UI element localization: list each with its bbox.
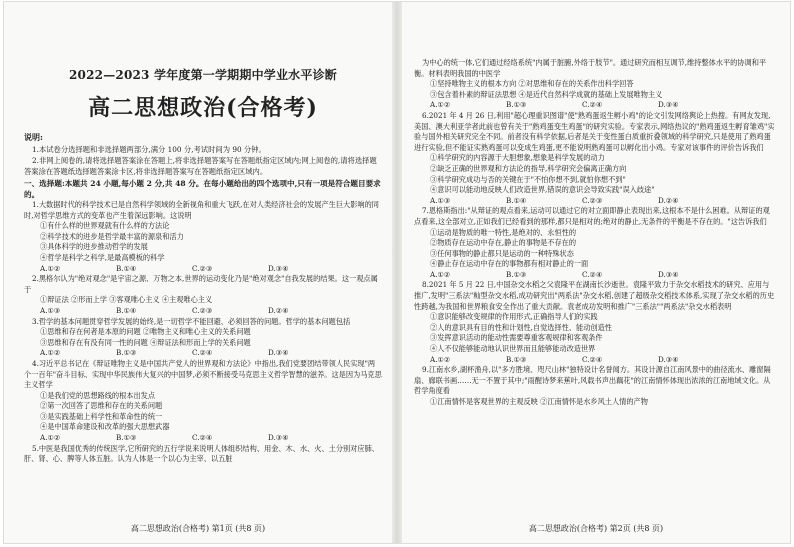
question-option: ③是实践基础上科学性和革命性的统一 <box>40 411 163 421</box>
answer-choice: D.③④ <box>658 100 679 110</box>
answer-choice: C.②④ <box>582 354 603 364</box>
question-stem: 3.哲学的基本问题贯穿哲学发展的始终,是一切哲学不能回避、必须回答的问题。哲学的基本问题包括 <box>32 316 351 326</box>
answer-choice: D.③④ <box>268 433 289 443</box>
question-option: ②第一次回答了思维和存在的关系问题 <box>40 401 163 411</box>
question-stem: 1.大数据时代的科学技术已是自然科学领域的全新视角和重大飞跃,在对人类经济社会的发展产生巨大影响的同时,对哲学思维方式的变革也产生着深远影响。这说明 <box>24 200 379 220</box>
question-option: ①是我们党的思想路线的根本出发点 <box>40 390 156 400</box>
exam-paper <box>4 2 790 543</box>
question-item <box>24 359 382 444</box>
question-item <box>24 274 382 316</box>
page-1-content <box>24 2 382 465</box>
question-stem: 8.2021 年 5 月 22 日,中国杂交水稻之父袁隆平在湖南长沙逝世。袁隆平致力于杂交水稻技术的研究、应用与推广,发明"三系法"籼型杂交水稻,成功研究出"两系法"杂交水稻,创建了超级杂交稻技术体系,实现了杂交水稻的历史性跨越,为我国和世界粮食安全作出了重大贡献。袁老成功发明和推广"三系法""两系法"杂交水稻表明 <box>414 280 775 311</box>
answer-choices <box>414 196 776 207</box>
answer-choice: A.①② <box>430 354 451 364</box>
answer-choice: D.③④ <box>658 354 679 364</box>
question-option: ③科学研究成功与否的关键在于"不怕你想不到,就怕你想不到" <box>430 174 626 184</box>
question-item <box>414 111 776 206</box>
question-item <box>414 280 776 365</box>
answer-choice: A.①② <box>40 433 61 443</box>
question-item <box>24 317 382 359</box>
question-list <box>414 58 776 408</box>
page-2 <box>402 2 790 543</box>
question-option: ①坚持唯物主义的根本方向 ②对思维和存在的关系作出科学回答 <box>430 79 634 89</box>
question-option: ②物质存在运动中存在,静止的事物是不存在的 <box>430 238 577 248</box>
question-option: ④静止存在运动中存在的事物都有相对静止的一面 <box>430 259 589 269</box>
answer-choices <box>24 306 382 317</box>
answer-choice: D.③④ <box>268 348 289 358</box>
question-list <box>24 200 382 465</box>
question-item <box>414 206 776 280</box>
question-option: ③任何事物的静止都只是运动的一种特殊状态 <box>430 248 574 258</box>
question-option: ③发挥意识活动的能动性需要尊重客观规律和客观条件 <box>430 333 603 343</box>
answer-choice: C.②④ <box>192 348 213 358</box>
question-stem: 9.江南水乡,湖杯渔舟,以"多方胜境、咫尺山林"独特设计名誉闻方。其设计源自江南风景中的曲径流水、雕窗隔扇、廊联书画……无一不置于其中;"雨醒诗梦来蕉叶,风载书声出藕花"的江南情怀体现出浓浓的江南地域文化。从哲学角度看 <box>414 365 771 396</box>
answer-choice: B.①③ <box>116 433 137 443</box>
question-option: ①运动是物质的唯一特性,是绝对的、永恒性的 <box>430 227 577 237</box>
question-option: ②缺乏正确的世界观和方法论的指导,科学研究会偏离正确方向 <box>430 163 627 173</box>
answer-choice: C.②④ <box>582 100 603 110</box>
answer-choice: B.①③ <box>116 348 137 358</box>
page-footer: 高二思想政治(合格考) 第2页 (共8 页) <box>528 524 664 533</box>
answer-choice: B.①④ <box>116 305 137 315</box>
question-stem: 5.中医是我国优秀的传统医学,它所研究的五行学说来说明人体组织结构、用金、木、水、火、土分别对应肺、肝、肾、心、脾等人体五脏。认为人体是一个以心为主宰、以五脏 <box>24 443 379 464</box>
answer-choices <box>414 355 776 366</box>
answer-choice: B.①④ <box>116 263 137 273</box>
notes-heading: 说明: <box>24 132 43 142</box>
answer-choice: D.③④ <box>268 263 289 273</box>
question-item <box>414 58 776 111</box>
answer-choice: A.①② <box>430 269 451 279</box>
page-footer: 高二思想政治(合格考) 第1页 (共8 页) <box>130 524 266 533</box>
page-1 <box>4 2 392 543</box>
answer-choice: A.①③ <box>40 305 61 315</box>
answer-choice: C.②④ <box>582 269 603 279</box>
section-heading: 一、选择题:本题共 24 小题,每小题 2 分,共 48 分。在每小题给出的四个选项中,只有一项是符合题目要求的。 <box>24 179 381 199</box>
question-option: ④意识可以能动地反映人们改造世界,错误的意识会导致实践"误入歧途" <box>430 185 655 195</box>
answer-choices <box>24 264 382 275</box>
question-option: ③思维和存在有没有同一性的问题 ④辩证法和形而上学的关系问题 <box>40 337 251 347</box>
page-gutter <box>392 2 402 543</box>
page-2-content <box>414 2 776 408</box>
question-stem: 为中心的统一体,它们通过经络系统"内属于脏腑,外络于肢节"。通过研究而相互调节,维持整体水平的协调和平衡。材料表明我国的中医学 <box>414 58 767 78</box>
note-item: 2.非网上阅卷的,请将选择题答案涂在答题上,将非选择题答案写在答题纸指定区域内;网上阅卷的,请将选择题答案涂在答题纸选择题答案涂卡区,将非选择题答案写在答题纸指定区域内。 <box>24 156 377 176</box>
answer-choice: D.③④ <box>658 269 679 279</box>
question-option: ③具体科学的进步推动哲学的发展 <box>40 242 148 252</box>
answer-choice: B.①④ <box>506 195 527 205</box>
question-item <box>24 444 382 465</box>
question-option: ①思维和存在何者是本原的问题 ②唯物主义和唯心主义的关系问题 <box>40 327 251 337</box>
answer-choice: D.②④ <box>658 195 679 205</box>
question-option: ④人不仅能够能动地认识世界而且能够能动改造世界 <box>430 344 596 354</box>
answer-choice: A.①② <box>40 263 61 273</box>
question-option: ④是中国革命建设和改革的强大思想武器 <box>40 422 170 432</box>
question-item <box>24 200 382 274</box>
question-option: ①辩证法 ②形而上学 ③客观唯心主义 ④主观唯心主义 <box>40 295 213 305</box>
answer-choice: C.②③ <box>192 263 213 273</box>
answer-choices <box>24 348 382 359</box>
answer-choice: B.①③ <box>506 269 527 279</box>
note-item: 1.本试卷分选择题和非选择题两部分,满分 100 分,考试时间为 90 分钟。 <box>32 145 266 154</box>
question-option: ④哲学是科学之科学,是最高模板的科学 <box>40 252 165 262</box>
exam-title: 高二思想政治(合格考) <box>88 95 318 121</box>
answer-choices <box>414 270 776 281</box>
answer-choice: A.①② <box>430 100 451 110</box>
answer-choice: B.①③ <box>506 100 527 110</box>
answer-choice: A.①② <box>40 348 61 358</box>
question-option: ②科学技术的进步是哲学最丰富的源泉和活力 <box>40 231 184 241</box>
answer-choice: C.②④ <box>192 433 213 443</box>
answer-choice: C.②③ <box>192 305 213 315</box>
question-option: ①江南情怀是客观世界的主观反映 ②江南情怀是水乡风土人情的产物 <box>430 397 648 406</box>
answer-choice: A.①③ <box>430 195 451 205</box>
question-stem: 6.2021 年 4 月 26 日,利用"超心理重识图谱"使"熟鸡蛋返生孵小鸡"的论文引发网络舆论上热搜。有网友发现,美国、澳大利亚学者此前也曾有关于"熟鸡蛋变生鸡蛋"的研究实验。专家表示,网络热议的"熟鸡蛋返生孵育雏鸡"实验与国外相关研究完全不同。前者没有科学依据,后者是关于变性蛋白质重折叠领域的科学研究,只是使用了熟鸡蛋进行实验,但不能证实熟鸡蛋可以变成生鸡蛋,更不能说明熟鸡蛋可以孵化出小鸡。专家对该事件的评价告诉我们 <box>414 110 775 152</box>
question-option: ①科学研究的内容源于大胆想象,想象是科学发展的动力 <box>430 153 605 163</box>
exam-year: 2022—2023 学年度第一学期期中学业水平诊断 <box>69 68 337 82</box>
answer-choices <box>414 100 776 111</box>
question-stem: 4.习近平总书记在《辩证唯物主义是中国共产党人的世界观和方法论》中指出,我们党要团结带领人民实现"两个一百年"奋斗目标、实现中华民族伟大复兴的中国梦,必须不断接受马克思主义哲学智慧的滋养。这是因为马克思主义哲学 <box>24 358 382 390</box>
answer-choice: B.①③ <box>506 354 527 364</box>
question-option: ①有什么样的世界观就有什么样的方法论 <box>40 221 170 231</box>
question-option: ①意识能够改变规律的作用形式,正确指导人们的实践 <box>430 312 598 322</box>
answer-choice: C.②③ <box>582 195 603 205</box>
answer-choice: D.②④ <box>268 305 289 315</box>
answer-choices <box>24 433 382 444</box>
question-option: ②人的意识具有目的性和计划性,自觉选择性、能动创造性 <box>430 322 612 332</box>
question-stem: 7.恩格斯指出:"从辩证的观点看来,运动可以通过它的对立面即静止表现出来,这根本不是什么困难。从辩证的观点看来,这全部对立,正如我们已经看到的那样,都只是相对的;绝对的静止,无条件的平衡是不存在的。"这告诉我们 <box>414 206 770 226</box>
question-option: ③包含着朴素的辩证法思想 ④是近代自然科学成就的基础上发展唯物主义 <box>430 89 663 99</box>
question-item <box>414 365 776 407</box>
question-stem: 2.黑格尔认为"绝对观念"是宇宙之源、万物之本,世界的运动变化乃是"绝对观念"自我发展的结果。这一观点属于 <box>24 274 378 294</box>
